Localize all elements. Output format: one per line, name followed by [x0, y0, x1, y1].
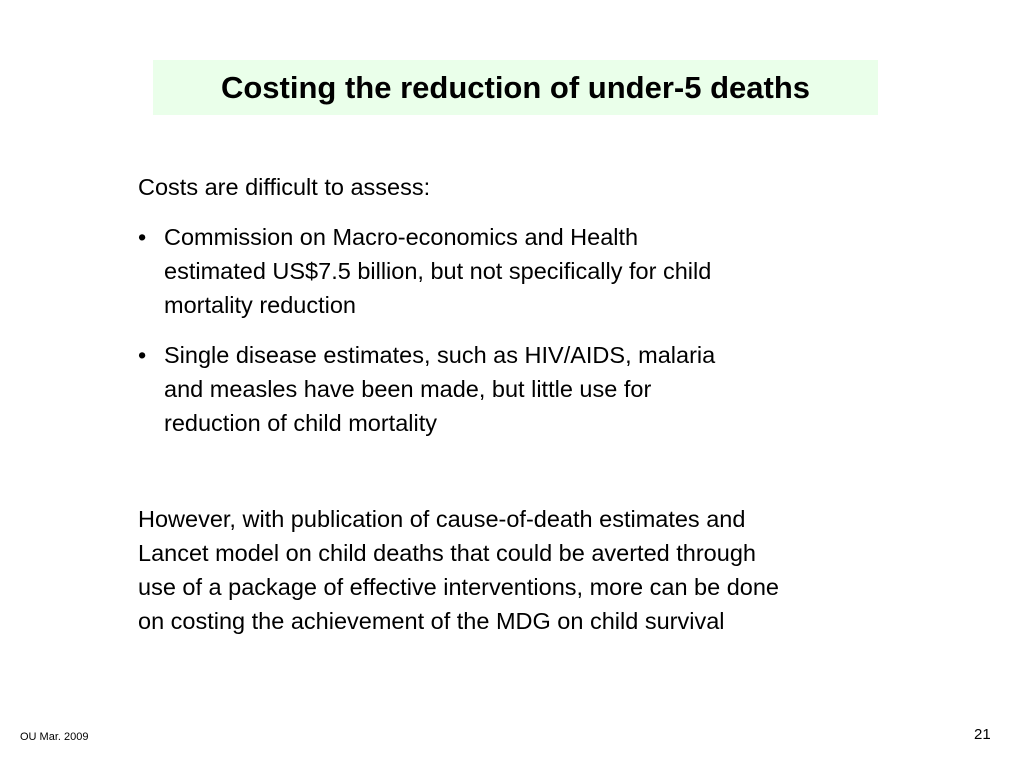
closing-paragraph	[138, 502, 928, 638]
closing-line: However, with publication of cause-of-death estimates and	[138, 506, 746, 532]
bullet-line: mortality reduction	[164, 292, 356, 318]
closing-line: Lancet model on child deaths that could be averted through	[138, 540, 756, 566]
bullet-icon: •	[138, 224, 147, 250]
footer-date: OU Mar. 2009	[20, 731, 89, 743]
bullet-line: estimated US$7.5 billion, but not specifically for child	[164, 258, 712, 284]
bullet-line: reduction of child mortality	[164, 410, 437, 436]
bullet-icon: •	[138, 342, 147, 368]
intro-text: Costs are difficult to assess:	[138, 174, 431, 200]
bullet-list	[138, 220, 938, 440]
bullet-item	[138, 220, 938, 322]
page-number: 21	[974, 726, 991, 743]
slide-title: Costing the reduction of under-5 deaths	[220, 69, 810, 105]
closing-line: on costing the achievement of the MDG on child survival	[138, 608, 725, 634]
bullet-line: Single disease estimates, such as HIV/AIDS, malaria	[164, 342, 716, 368]
bullet-line: Commission on Macro-economics and Health	[164, 224, 639, 250]
slide-content	[138, 170, 938, 638]
closing-line: use of a package of effective interventions, more can be done	[138, 574, 780, 600]
bullet-line: and measles have been made, but little use for	[164, 376, 652, 402]
bullet-item	[138, 338, 938, 440]
title-box	[153, 60, 878, 115]
